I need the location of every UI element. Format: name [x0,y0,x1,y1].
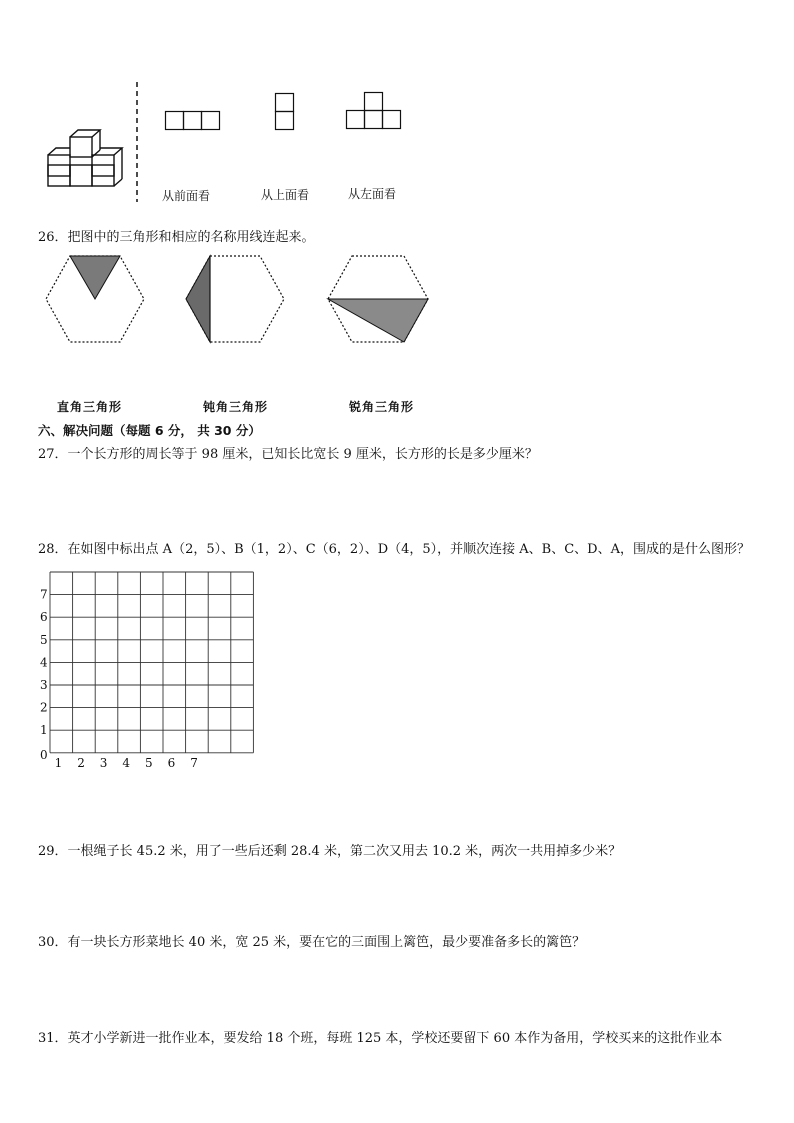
x-tick-label: 1 [54,755,63,770]
hexagon-obtuse-triangle [184,254,286,344]
question-27: 27．一个长方形的周长等于 98 厘米，已知长比宽长 9 厘米，长方形的长是多少厘米？ [38,447,538,462]
label-right-triangle: 直角三角形 [57,400,123,414]
question-26: 26．把图中的三角形和相应的名称用线连起来。 [38,230,315,245]
x-tick-label: 3 [99,755,108,770]
y-tick-label: 6 [40,610,48,625]
hexagon-acute-triangle [326,254,430,344]
hexagon-right-triangle [44,254,146,344]
y-tick-label: 7 [40,587,48,602]
left-view-label: 从左面看 [348,187,397,201]
question-29: 29．一根绳子长 45.2 米，用了一些后还剩 28.4 米，第二次又用去 10.2 米，两次一共用掉多少米？ [38,844,622,859]
front-view-figure [165,111,221,131]
x-tick-label: 7 [190,755,198,770]
grid-origin-label: 0 [40,747,48,762]
label-acute-triangle: 锐角三角形 [349,400,415,414]
question-28: 28．在如图中标出点 A（2，5）、B（1，2）、C（6，2）、D（4，5），并顺次连接 A、B、C、D、A，围成的是什么图形？ [38,542,750,557]
y-tick-label: 4 [40,655,48,670]
left-view-figure [346,92,402,130]
y-tick-label: 5 [40,632,48,647]
section-6-title: 六、解决问题（每题 6 分， 共 30 分） [38,423,261,438]
top-view-label: 从上面看 [261,188,310,202]
x-tick-label: 5 [145,755,153,770]
y-tick-label: 1 [40,723,48,738]
front-view-label: 从前面看 [162,189,211,203]
cube-stack-figure [40,125,130,190]
top-view-figure [275,93,295,131]
coordinate-grid [36,568,246,773]
y-tick-label: 3 [40,678,48,692]
label-obtuse-triangle: 钝角三角形 [203,400,269,414]
question-31: 31．英才小学新进一批作业本，要发给 18 个班，每班 125 本，学校还要留下 60 本作为备用，学校买来的这批作业本 [38,1031,723,1046]
question-30: 30．有一块长方形菜地长 40 米，宽 25 米，要在它的三面围上篱笆，最少要准备多长的篱笆？ [38,935,586,950]
dashed-divider [135,82,139,202]
x-tick-label: 2 [77,755,85,770]
x-tick-label: 6 [167,755,176,770]
x-tick-label: 4 [122,755,131,770]
y-tick-label: 2 [40,700,48,715]
